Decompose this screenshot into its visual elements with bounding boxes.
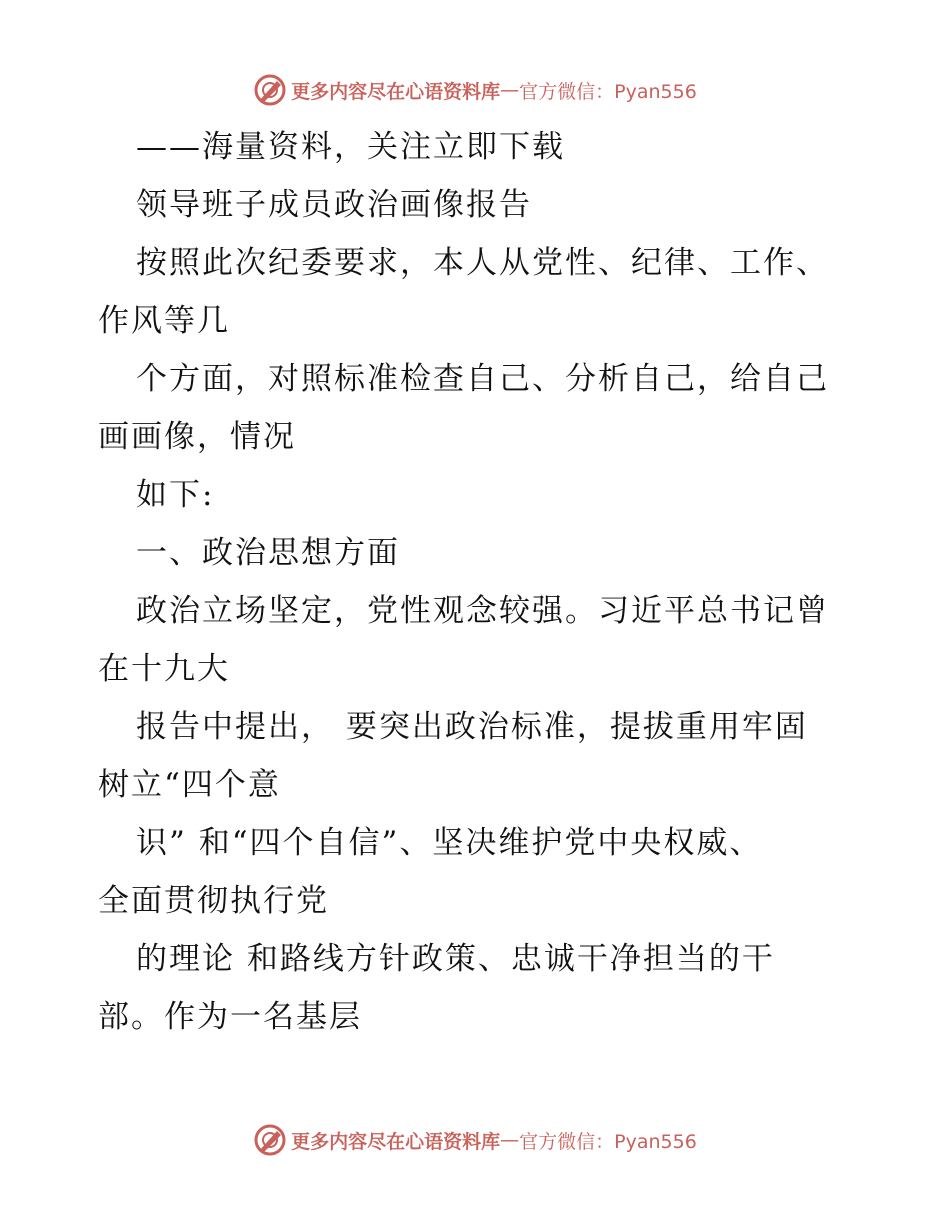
- footer-watermark: [0, 1120, 950, 1160]
- text-line: 个方面，对照标准检查自己、分析自己，给自己: [136, 361, 829, 397]
- pen-logo-icon: [253, 1123, 287, 1157]
- text-line: ——海量资料，关注立即下载: [136, 129, 565, 165]
- watermark-dash: —: [500, 79, 520, 101]
- text-line: 作风等几: [98, 303, 230, 339]
- text-line: 按照此次纪委要求，本人从党性、纪律、工作、: [136, 245, 829, 281]
- text-line: 的理论 和路线方针政策、忠诚干净担当的干: [136, 941, 775, 977]
- text-line: 政治立场坚定，党性观念较强。习近平总书记曾: [136, 593, 829, 629]
- watermark-wechat: 官方微信：Pyan556: [519, 1130, 697, 1153]
- watermark-wechat: 官方微信：Pyan556: [519, 80, 697, 103]
- header-watermark: [0, 70, 950, 110]
- watermark-dash: —: [500, 1129, 520, 1151]
- document-title: 领导班子成员政治画像报告: [136, 187, 532, 223]
- text-line: 全面贯彻执行党: [98, 883, 329, 919]
- pen-logo-icon: [253, 73, 287, 107]
- section-heading: 一、政治思想方面: [136, 535, 400, 571]
- text-line: 画画像，情况: [98, 419, 296, 455]
- watermark-brand: 更多内容尽在心语资料库: [291, 80, 501, 103]
- text-line: 识” 和“四个自信”、坚决维护党中央权威、: [136, 825, 763, 861]
- text-line: 部。作为一名基层: [98, 999, 362, 1035]
- watermark-brand: 更多内容尽在心语资料库: [291, 1130, 501, 1153]
- document-body: [98, 118, 858, 1046]
- text-line: 报告中提出， 要突出政治标准，提拔重用牢固: [136, 709, 808, 745]
- text-line: 树立“四个意: [98, 767, 281, 803]
- text-line: 如下:: [136, 477, 215, 513]
- text-line: 在十九大: [98, 651, 230, 687]
